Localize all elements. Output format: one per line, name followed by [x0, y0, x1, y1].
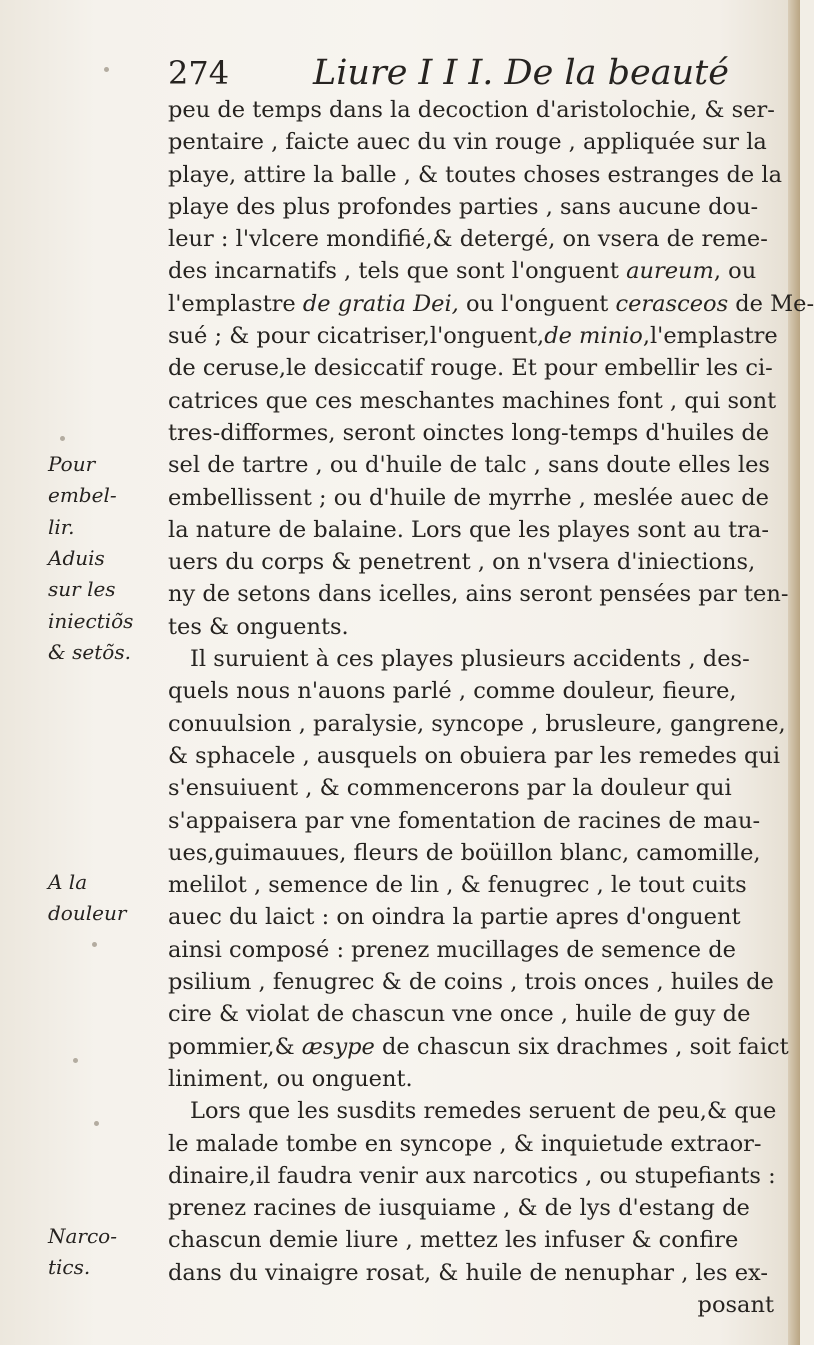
text-run: chascun demie liure , mettez les infuser & confire — [168, 1227, 739, 1254]
text-run: playe des plus profondes parties , sans aucune dou- — [168, 193, 759, 220]
text-line — [168, 869, 774, 901]
italic-term: æsype — [301, 1033, 375, 1060]
running-head: Liure I I I. De la beauté — [313, 53, 729, 93]
italic-term: de gratia Dei, — [302, 290, 459, 317]
text-line — [168, 837, 774, 869]
ink-speck — [92, 942, 97, 947]
text-run: playe, attire la balle , & toutes choses estranges de la — [168, 161, 782, 188]
text-run: le malade tombe en syncope , & inquietude extraor- — [168, 1130, 762, 1157]
text-line — [168, 934, 774, 966]
text-line — [168, 417, 774, 449]
text-run: leur : l'vlcere mondifié,& detergé, on vsera de reme- — [168, 226, 768, 253]
text-line — [168, 1224, 774, 1256]
text-line — [168, 1031, 789, 1063]
text-line — [168, 901, 774, 933]
margin-note-line: Pour — [48, 452, 96, 476]
text-line — [168, 320, 778, 352]
text-run: de chascun six drachmes , soit faict — [374, 1033, 789, 1060]
text-line — [168, 1160, 774, 1192]
text-run: peu de temps dans la decoction d'aristolochie, & ser- — [168, 97, 775, 123]
text-line — [168, 998, 774, 1030]
text-run: de Me- — [728, 290, 814, 317]
text-run: Lors que les susdits remedes seruent de peu,& que — [190, 1098, 777, 1125]
text-run: tres-difformes, seront oinctes long-temps d'huiles de — [168, 419, 770, 446]
text-line — [168, 1095, 777, 1127]
ink-speck — [60, 436, 65, 441]
text-run: pommier,& — [168, 1033, 302, 1060]
margin-note-narcotics — [48, 1221, 160, 1284]
text-line — [168, 740, 781, 772]
text-line — [168, 94, 774, 126]
margin-note-line: iniectiõs — [48, 608, 134, 633]
page-number: 274 — [168, 54, 230, 92]
text-line — [168, 159, 782, 191]
text-line — [168, 708, 786, 740]
margin-note-line: sur les — [48, 577, 116, 602]
margin-note-line: embel- — [48, 483, 117, 508]
italic-term: de minio — [544, 323, 643, 350]
text-run: s'ensuiuent , & commencerons par la douleur qui — [168, 775, 732, 802]
margin-note-line: lir. — [48, 514, 75, 539]
text-line — [168, 482, 774, 514]
text-line — [168, 449, 774, 481]
text-run: posant — [697, 1291, 774, 1318]
text-run: sué ; & pour cicatriser,l'onguent, — [168, 323, 545, 350]
page-edge — [788, 0, 800, 1345]
text-run: ny de setons dans icelles, ains seront pensées par ten- — [168, 581, 789, 608]
text-run: Il suruient à ces playes plusieurs accidents , des- — [190, 646, 750, 673]
text-line — [168, 546, 774, 578]
text-line — [168, 966, 774, 998]
text-run: ,l'emplastre — [642, 323, 778, 350]
text-run: prenez racines de iusquiame , & de lys d'estang de — [168, 1195, 750, 1222]
text-line — [168, 578, 789, 610]
text-run: sel de tartre , ou d'huile de talc , sans doute elles les — [168, 452, 770, 479]
margin-note-aduis — [48, 543, 160, 669]
text-line — [168, 191, 774, 223]
text-run: ou l'onguent — [458, 290, 616, 317]
text-line — [168, 126, 774, 158]
text-run: & sphacele , ausquels on obuiera par les remedes qui — [168, 742, 781, 769]
text-run: tes & onguents. — [168, 613, 349, 640]
text-line — [168, 1063, 774, 1095]
text-line — [168, 643, 774, 675]
body-text — [168, 94, 814, 1321]
text-run: pentaire , faicte auec du vin rouge , appliquée sur la — [168, 129, 767, 156]
italic-term: cerasceos — [615, 290, 729, 317]
text-run: dans du vinaigre rosat, & huile de nenuphar , les ex- — [168, 1259, 768, 1286]
text-run: uers du corps & penetrent , on n'vsera d'iniections, — [168, 549, 756, 576]
text-run: psilium , fenugrec & de coins , trois onces , huiles de — [168, 969, 774, 996]
text-line — [168, 1289, 774, 1321]
text-run: auec du laict : on oindra la partie apres d'onguent — [168, 904, 741, 931]
italic-term: aureum — [626, 258, 714, 285]
ink-speck — [73, 1058, 78, 1063]
text-line — [168, 805, 774, 837]
text-line — [168, 352, 774, 384]
text-run: quels nous n'auons parlé , comme douleur, fieure, — [168, 678, 737, 705]
margin-note-line: Narco- — [48, 1224, 117, 1248]
text-run: des incarnatifs , tels que sont l'onguent — [168, 258, 627, 285]
text-run: melilot , semence de lin , & fenugrec , le tout cuits — [168, 872, 747, 899]
text-run: , ou — [713, 258, 757, 285]
page-header — [168, 45, 788, 101]
margin-note-line: & setõs. — [48, 640, 131, 665]
text-line — [168, 611, 774, 643]
text-run: de ceruse,le desiccatif rouge. Et pour embellir les ci- — [168, 355, 773, 382]
text-run: ues,guimauues, fleurs de boüillon blanc, camomille, — [168, 839, 761, 866]
text-run: dinaire,il faudra venir aux narcotics , ou stupefiants : — [168, 1162, 776, 1189]
ink-speck — [94, 1121, 99, 1126]
text-run: embellissent ; ou d'huile de myrrhe , meslée auec de — [168, 484, 769, 511]
text-line — [168, 772, 774, 804]
ink-speck — [104, 67, 109, 72]
text-line — [168, 385, 777, 417]
text-line — [168, 223, 774, 255]
text-line — [168, 1192, 774, 1224]
text-run: liniment, ou onguent. — [168, 1065, 413, 1092]
text-line — [168, 675, 774, 707]
margin-note-line: Aduis — [48, 546, 105, 570]
text-run: cire & violat de chascun vne once , huile de guy de — [168, 1001, 751, 1028]
text-line — [168, 514, 774, 546]
margin-note-a-la-douleur — [48, 867, 160, 930]
text-line — [168, 255, 774, 287]
text-run: conuulsion , paralysie, syncope , brusleure, gangrene, — [168, 710, 786, 737]
text-line — [168, 1257, 774, 1289]
text-run: l'emplastre — [168, 290, 303, 317]
margin-note-pour-embellir — [48, 449, 160, 543]
text-run: la nature de balaine. Lors que les playes sont au tra- — [168, 516, 769, 543]
text-line — [168, 1128, 774, 1160]
text-line — [168, 288, 814, 320]
margin-note-line: tics. — [48, 1255, 91, 1280]
margin-note-line: A la — [48, 870, 88, 894]
text-run: catrices que ces meschantes machines font , qui sont — [168, 387, 777, 414]
text-run: s'appaisera par vne fomentation de racines de mau- — [168, 807, 761, 834]
text-run: ainsi composé : prenez mucillages de semence de — [168, 936, 736, 963]
margin-note-line: douleur — [48, 901, 127, 926]
